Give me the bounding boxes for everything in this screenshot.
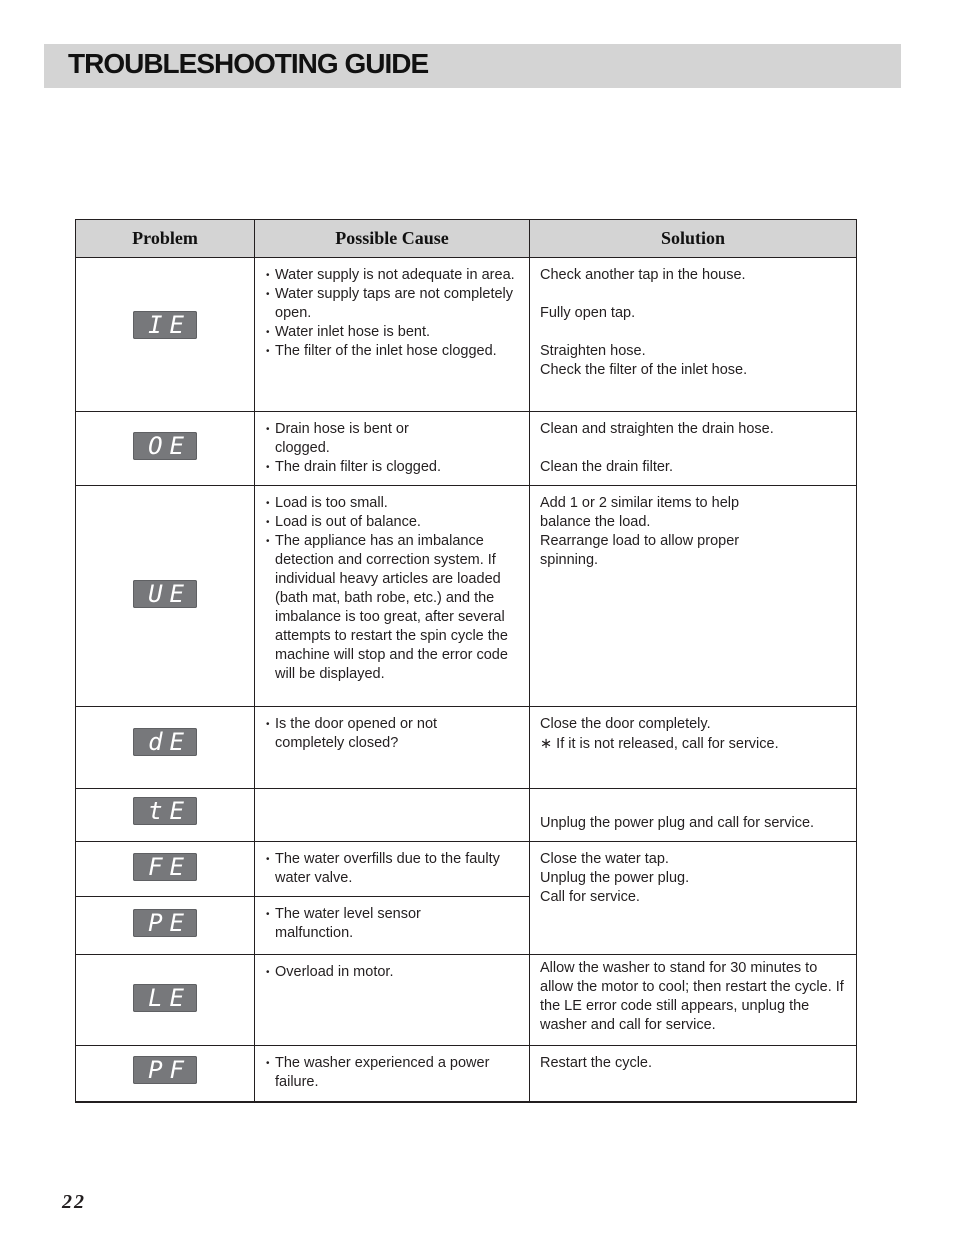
column-header-solution: Solution [530, 220, 857, 258]
title-bar [44, 44, 901, 88]
solution-item: Restart the cycle. [540, 1055, 653, 1071]
solution-item: Close the water tap. [540, 851, 669, 867]
cause-item: • Load is out of balance. [266, 513, 519, 532]
solution-item: Check another tap in the house. [540, 267, 746, 283]
cause-item: • Water supply taps are not completely open. [266, 285, 519, 323]
cause-item: • Water supply is not adequate in area. [266, 266, 519, 285]
solution-item: Add 1 or 2 similar items to help balance the load. [540, 495, 740, 530]
solution-item: Straighten hose. [540, 343, 646, 359]
solution-item: Check the filter of the inlet hose. [540, 362, 748, 378]
cause-item: • The water overfills due to the faulty water valve. [266, 850, 505, 888]
problem-cell [76, 897, 255, 955]
table-row [76, 1046, 857, 1102]
solution-item: Unplug the power plug. [540, 870, 690, 886]
column-header-cause: Possible Cause [255, 220, 530, 258]
problem-cell [76, 789, 255, 842]
table-header-row [76, 220, 857, 258]
problem-cell [76, 707, 255, 789]
problem-cell [76, 955, 255, 1046]
cause-cell [255, 955, 530, 1046]
cause-cell [255, 842, 530, 897]
cause-item: • Load is too small. [266, 494, 519, 513]
page-title: TROUBLESHOOTING GUIDE [68, 48, 429, 79]
error-code: LE [148, 983, 191, 1012]
solution-cell [530, 707, 857, 789]
table-row [76, 955, 857, 1046]
solution-item: ∗ If it is not released, call for service. [540, 736, 779, 752]
error-code: OE [148, 432, 191, 460]
solution-item: Rearrange load to allow proper spinning. [540, 533, 740, 568]
cause-item: • The water level sensor malfunction. [266, 905, 455, 943]
error-code: UE [148, 579, 191, 608]
table-row [76, 707, 857, 789]
table-row [76, 412, 857, 486]
cause-cell [255, 486, 530, 707]
cause-cell [255, 412, 530, 486]
solution-item: Clean the drain filter. [540, 459, 673, 475]
error-code: FE [148, 852, 191, 881]
cause-item: • The filter of the inlet hose clogged. [266, 342, 519, 361]
problem-cell [76, 258, 255, 412]
solution-cell [530, 842, 857, 955]
error-code: PF [148, 1055, 191, 1084]
solution-item: Call for service. [540, 889, 640, 905]
troubleshooting-table [75, 219, 857, 1103]
cause-item: • Water inlet hose is bent. [266, 323, 519, 342]
error-code-display [133, 853, 197, 881]
column-header-problem: Problem [76, 220, 255, 258]
problem-cell [76, 1046, 255, 1102]
solution-cell [530, 258, 857, 412]
cause-item: • Overload in motor. [266, 963, 519, 982]
error-code-display [133, 797, 197, 825]
table-row [76, 486, 857, 707]
solution-cell [530, 955, 857, 1046]
error-code-display [133, 311, 197, 339]
error-code: IE [148, 310, 191, 339]
solution-item: Close the door completely. [540, 716, 711, 732]
error-code-display [133, 984, 197, 1012]
cause-item: • The washer experienced a power failure. [266, 1054, 519, 1092]
cause-item: • The drain filter is clogged. [266, 458, 519, 477]
solution-item: Fully open tap. [540, 305, 636, 321]
cause-item: • Is the door opened or not completely closed? [266, 715, 475, 753]
solution-cell [530, 486, 857, 707]
cause-cell [255, 897, 530, 955]
problem-cell [76, 412, 255, 486]
problem-cell [76, 842, 255, 897]
cause-item: • Drain hose is bent or clogged. [266, 420, 415, 458]
error-code-display [133, 909, 197, 937]
solution-cell [530, 1046, 857, 1102]
cause-item: • The appliance has an imbalance detection and correction system. If individual heavy articles are loaded (bath mat, bath robe, etc.) and the imbalance is too great, after several attempts to restart the spin cycle the machine will stop and the error code will be displayed. [266, 532, 519, 684]
error-code-display [133, 580, 197, 608]
cause-cell [255, 258, 530, 412]
solution-cell [530, 412, 857, 486]
solution-cell [530, 789, 857, 842]
error-code: dE [148, 728, 191, 756]
problem-cell [76, 486, 255, 707]
table-row [76, 842, 857, 897]
page-number: 22 [62, 1191, 86, 1213]
cause-cell [255, 789, 530, 842]
error-code-display [133, 432, 197, 460]
cause-cell [255, 1046, 530, 1102]
error-code: PE [148, 909, 191, 937]
solution-item: Clean and straighten the drain hose. [540, 421, 774, 437]
error-code-display [133, 728, 197, 756]
error-code-display [133, 1056, 197, 1084]
table-row [76, 258, 857, 412]
solution-item: Allow the washer to stand for 30 minutes to allow the motor to cool; then restart the cycle. If the LE error code still appears, unplug the washer and call for service. [540, 960, 844, 1033]
solution-item: Unplug the power plug and call for service. [540, 815, 815, 831]
table-row [76, 789, 857, 842]
error-code: tE [148, 796, 191, 825]
cause-cell [255, 707, 530, 789]
